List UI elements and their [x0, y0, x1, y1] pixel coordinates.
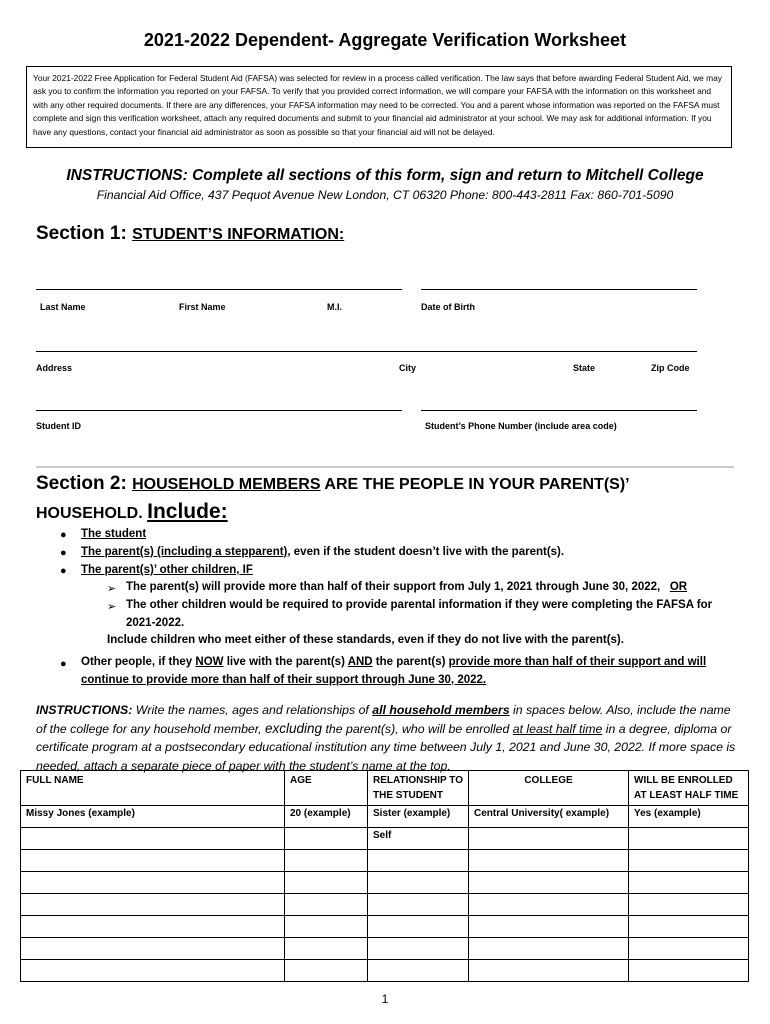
- student-id-line[interactable]: [36, 410, 402, 411]
- instructions-heading: INSTRUCTIONS: Complete all sections of this form, sign and return to Mitchell College: [66, 167, 704, 184]
- header-college: COLLEGE: [469, 771, 629, 806]
- table-row[interactable]: [21, 828, 749, 850]
- table-row[interactable]: [21, 894, 749, 916]
- table-cell[interactable]: [469, 850, 629, 872]
- table-cell[interactable]: [368, 916, 469, 938]
- table-cell[interactable]: [21, 894, 285, 916]
- zip-label: Zip Code: [651, 363, 690, 373]
- section2-title-line2: [36, 500, 228, 524]
- dob-line[interactable]: [421, 289, 697, 290]
- section1-title: [36, 223, 344, 245]
- table-cell[interactable]: [285, 916, 368, 938]
- table-cell[interactable]: [21, 960, 285, 982]
- section2-heading-rest: ARE THE PEOPLE IN YOUR PARENT(S)’: [320, 476, 630, 493]
- sub-bullet-fafsa: The other children would be required to provide parental information if they were completing the FAFSA for 2021-2022.: [126, 599, 713, 629]
- table-cell[interactable]: [285, 938, 368, 960]
- household-instructions: INSTRUCTIONS: Write the names, ages and relationships of all household members in spaces below. Also, include the name of the college for any household member, excluding the parent(s), who will be enrolled at least half time in a degree, diploma or certificate program at a postsecondary educational institution any time between July 1, 2021 and June 30, 2022. If more space is needed, attach a separate piece of paper with the student’s name at the top.: [36, 703, 736, 773]
- bullet-parents: The parent(s) (including a stepparent), even if the student doesn’t live with the parent(s).: [81, 546, 565, 558]
- table-cell[interactable]: [21, 850, 285, 872]
- instructions-address: Financial Aid Office, 437 Pequot Avenue New London, CT 06320 Phone: 800-443-2811 Fax: 860-701-5090: [96, 188, 674, 202]
- header-full-name: FULL NAME: [21, 771, 285, 806]
- page-title: 2021-2022 Dependent- Aggregate Verification Worksheet: [143, 30, 627, 50]
- phone-label: Student’s Phone Number (include area code): [425, 421, 617, 431]
- table-cell[interactable]: [629, 850, 749, 872]
- section2-household: HOUSEHOLD.: [36, 505, 148, 522]
- address-line[interactable]: [36, 351, 697, 352]
- name-line[interactable]: [36, 289, 402, 290]
- bullet-icon: ●: [60, 547, 67, 559]
- mi-label: M.I.: [327, 302, 342, 312]
- section2-title: [36, 473, 630, 495]
- table-cell[interactable]: [21, 828, 285, 850]
- table-cell[interactable]: [368, 938, 469, 960]
- bullet-student: The student: [81, 528, 147, 540]
- table-row[interactable]: [21, 938, 749, 960]
- table-row[interactable]: [21, 850, 749, 872]
- table-cell[interactable]: [629, 916, 749, 938]
- header-relationship: RELATIONSHIP TO THE STUDENT: [368, 771, 469, 806]
- household-table: [20, 770, 749, 982]
- address-label: Address: [36, 363, 73, 373]
- phone-line[interactable]: [421, 410, 697, 411]
- table-cell[interactable]: [368, 894, 469, 916]
- page-number: 1: [381, 992, 389, 1006]
- bullet-other-people: Other people, if they NOW live with the parent(s) AND the parent(s) provide more than half of their support and will continue to provide more than half of their support through June 30, 2022.: [81, 656, 707, 686]
- example-age: 20 (example): [285, 806, 368, 828]
- table-row[interactable]: [21, 872, 749, 894]
- example-college: Central University( example): [469, 806, 629, 828]
- table-cell[interactable]: [469, 872, 629, 894]
- section2-heading-underlined: HOUSEHOLD MEMBERS: [132, 476, 321, 493]
- table-cell[interactable]: [629, 828, 749, 850]
- table-cell[interactable]: [21, 916, 285, 938]
- bullet-icon: ●: [60, 565, 67, 577]
- section2-prefix: Section 2:: [36, 473, 133, 494]
- header-enrolled: WILL BE ENROLLED AT LEAST HALF TIME: [629, 771, 749, 806]
- section1-prefix: Section 1:: [36, 223, 133, 244]
- state-label: State: [573, 363, 596, 373]
- table-cell[interactable]: [285, 850, 368, 872]
- dob-label: Date of Birth: [421, 302, 475, 312]
- header-age: AGE: [285, 771, 368, 806]
- example-enrolled: Yes (example): [629, 806, 749, 828]
- table-cell[interactable]: [285, 828, 368, 850]
- table-cell[interactable]: [469, 894, 629, 916]
- table-cell[interactable]: [629, 872, 749, 894]
- bullet-icon: ●: [60, 658, 67, 670]
- table-header-row: [21, 771, 749, 806]
- arrow-bullet-icon: ➢: [107, 601, 117, 613]
- first-name-label: First Name: [179, 302, 226, 312]
- table-cell[interactable]: [285, 960, 368, 982]
- table-cell[interactable]: [285, 894, 368, 916]
- table-cell[interactable]: [368, 960, 469, 982]
- include-note: Include children who meet either of these standards, even if they do not live with the parent(s).: [107, 634, 624, 646]
- table-row-example: [21, 806, 749, 828]
- bullet-icon: ●: [60, 529, 67, 541]
- table-cell[interactable]: [368, 850, 469, 872]
- section-divider: [36, 466, 734, 468]
- last-name-label: Last Name: [40, 302, 86, 312]
- example-relationship: Sister (example): [368, 806, 469, 828]
- table-row[interactable]: [21, 916, 749, 938]
- table-cell[interactable]: [368, 872, 469, 894]
- self-cell: Self: [368, 828, 469, 850]
- example-name: Missy Jones (example): [21, 806, 285, 828]
- table-cell[interactable]: [21, 938, 285, 960]
- intro-text-box: Your 2021-2022 Free Application for Federal Student Aid (FAFSA) was selected for review in a process called verification. The law says that before awarding Federal Student Aid, we may ask you to confirm the information you reported on your FAFSA. To verify that you provided correct information, we will compare your FAFSA with the information on this worksheet and with any other required documents. If there are any differences, your FAFSA information may need to be corrected. You and a parent whose information was reported on the FAFSA must complete and sign this verification worksheet, attach any required documents and submit to your financial aid administrator at your school. We may ask for additional information. If you have any questions, contact your financial aid administrator as soon as possible so that your financial aid will not be delayed.: [26, 66, 732, 148]
- section2-include: Include:: [147, 500, 228, 523]
- city-label: City: [399, 363, 417, 373]
- sub-bullet-support: The parent(s) will provide more than half of their support from July 1, 2021 through June 30, 2022, OR: [126, 581, 688, 593]
- table-cell[interactable]: [21, 872, 285, 894]
- table-cell[interactable]: [629, 960, 749, 982]
- table-cell[interactable]: [469, 960, 629, 982]
- table-row[interactable]: [21, 960, 749, 982]
- table-cell[interactable]: [469, 828, 629, 850]
- table-cell[interactable]: [285, 872, 368, 894]
- student-id-label: Student ID: [36, 421, 81, 431]
- table-cell[interactable]: [629, 894, 749, 916]
- bullet-other-children: The parent(s)’ other children, IF: [81, 564, 253, 576]
- table-cell[interactable]: [629, 938, 749, 960]
- section1-heading: STUDENT’S INFORMATION:: [132, 226, 345, 243]
- table-cell[interactable]: [469, 938, 629, 960]
- table-cell[interactable]: [469, 916, 629, 938]
- arrow-bullet-icon: ➢: [107, 583, 117, 595]
